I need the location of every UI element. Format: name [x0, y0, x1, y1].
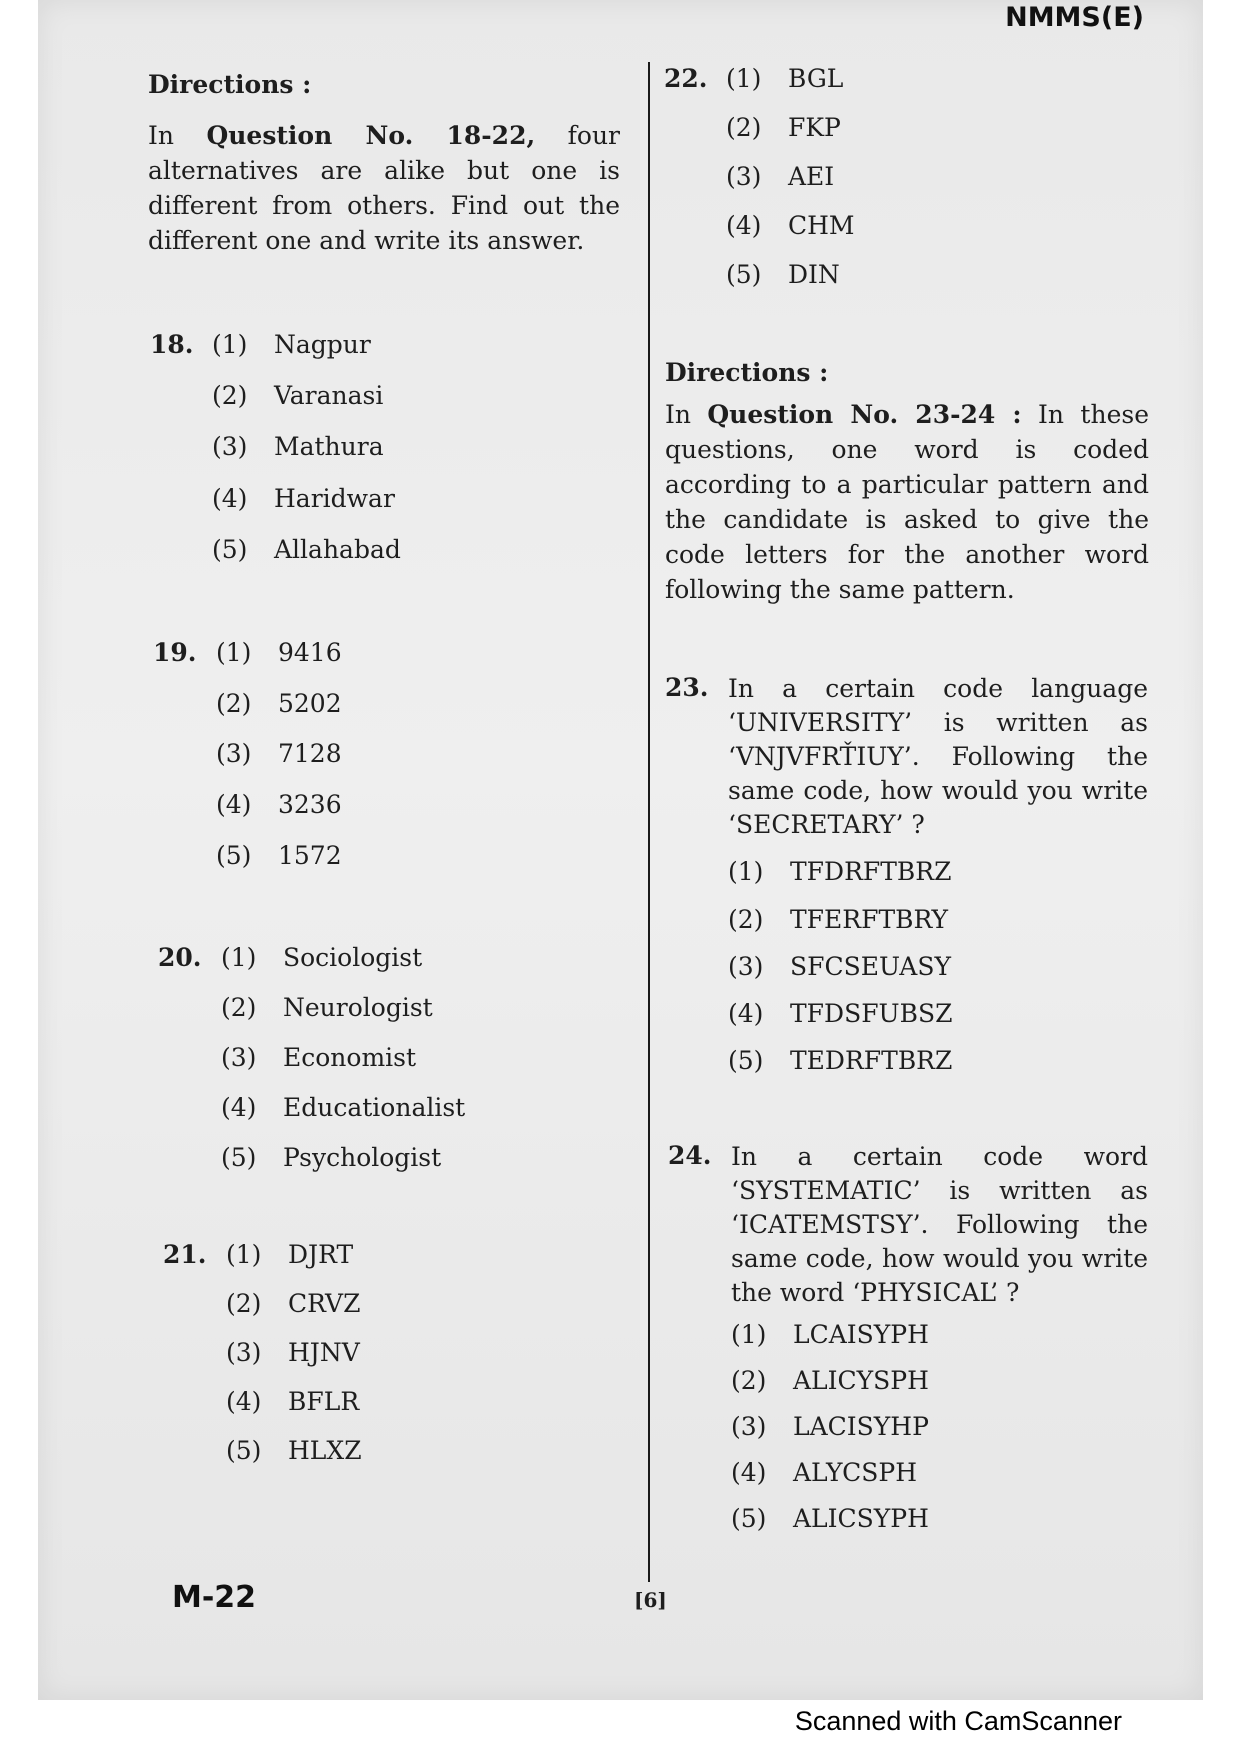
directions-title-left: Directions :: [148, 70, 312, 99]
directions-text-left: In Question No. 18-22, four alternatives are alike but one is different from others. Find out the different one and write its answer.: [148, 121, 620, 255]
option: (2) ALICYSPH: [731, 1366, 929, 1395]
option: (3) HJNV: [226, 1338, 360, 1367]
exam-code-header: NMMS(E): [1005, 2, 1144, 33]
option: (4) Educationalist: [221, 1093, 466, 1122]
option: (3) LACISYHP: [731, 1412, 929, 1441]
page-number: [6]: [634, 1588, 667, 1612]
option: (2) CRVZ: [226, 1289, 361, 1318]
paper-code-footer: M-22: [172, 1580, 257, 1615]
option: (2) 5202: [216, 689, 342, 718]
option: (4) BFLR: [226, 1387, 360, 1416]
column-divider: [648, 62, 650, 1582]
option: (1) 9416: [216, 638, 342, 667]
question-text: In a certain code language ‘UNIVERSITY’ is written as ‘VNJVFRŤIUY’. Following the same code, how would you write ‘SECRETARY’ ?: [728, 674, 1148, 839]
option: (3) 7128: [216, 739, 342, 768]
option: (2) FKP: [726, 113, 841, 142]
directions-text-right: In Question No. 23-24 : In these questions, one word is coded according to a particular pattern and the candidate is asked to give the code letters for the another word following the same pattern.: [665, 400, 1149, 604]
scanner-watermark: Scanned with CamScanner: [794, 1706, 1122, 1736]
option: (4) CHM: [726, 211, 855, 240]
option: (5) HLXZ: [226, 1436, 362, 1465]
option: (2) Neurologist: [221, 993, 433, 1022]
option: (4) 3236: [216, 790, 342, 819]
option: (5) 1572: [216, 841, 342, 870]
option: (1) LCAISYPH: [731, 1320, 929, 1349]
option: (1) Nagpur: [212, 330, 371, 359]
option: (5) Psychologist: [221, 1143, 442, 1172]
option: (3) Economist: [221, 1043, 417, 1072]
option: (5) DIN: [726, 260, 840, 289]
option: (2) TFERFTBRY: [728, 905, 949, 934]
option: (2) Varanasi: [212, 381, 384, 410]
option: (3) SFCSEUASY: [728, 952, 951, 981]
question-text: In a certain code word ‘SYSTEMATIC’ is written as ‘ICATEMSTSY’. Following the same code, how would you write the word ‘PHYSICAL’ ?: [731, 1142, 1148, 1307]
directions-title-right: Directions :: [665, 358, 829, 387]
question-number: 19.: [153, 638, 197, 667]
option: (1) TFDRFTBRZ: [728, 857, 952, 886]
question-number: 24.: [668, 1141, 712, 1170]
option: (1) Sociologist: [221, 943, 423, 972]
question-number: 18.: [150, 330, 194, 359]
option: (5) ALICSYPH: [731, 1504, 929, 1533]
option: (4) ALYCSPH: [731, 1458, 917, 1487]
option: (4) TFDSFUBSZ: [728, 999, 953, 1028]
option: (1) BGL: [726, 64, 844, 93]
option: (5) TEDRFTBRZ: [728, 1046, 953, 1075]
option: (3) Mathura: [212, 432, 384, 461]
question-number: 23.: [665, 673, 709, 702]
question-number: 22.: [664, 64, 708, 93]
option: (1) DJRT: [226, 1240, 354, 1269]
question-number: 21.: [163, 1240, 207, 1269]
option: (4) Haridwar: [212, 484, 395, 513]
option: (3) AEI: [726, 162, 835, 191]
question-number: 20.: [158, 943, 202, 972]
option: (5) Allahabad: [212, 535, 401, 564]
